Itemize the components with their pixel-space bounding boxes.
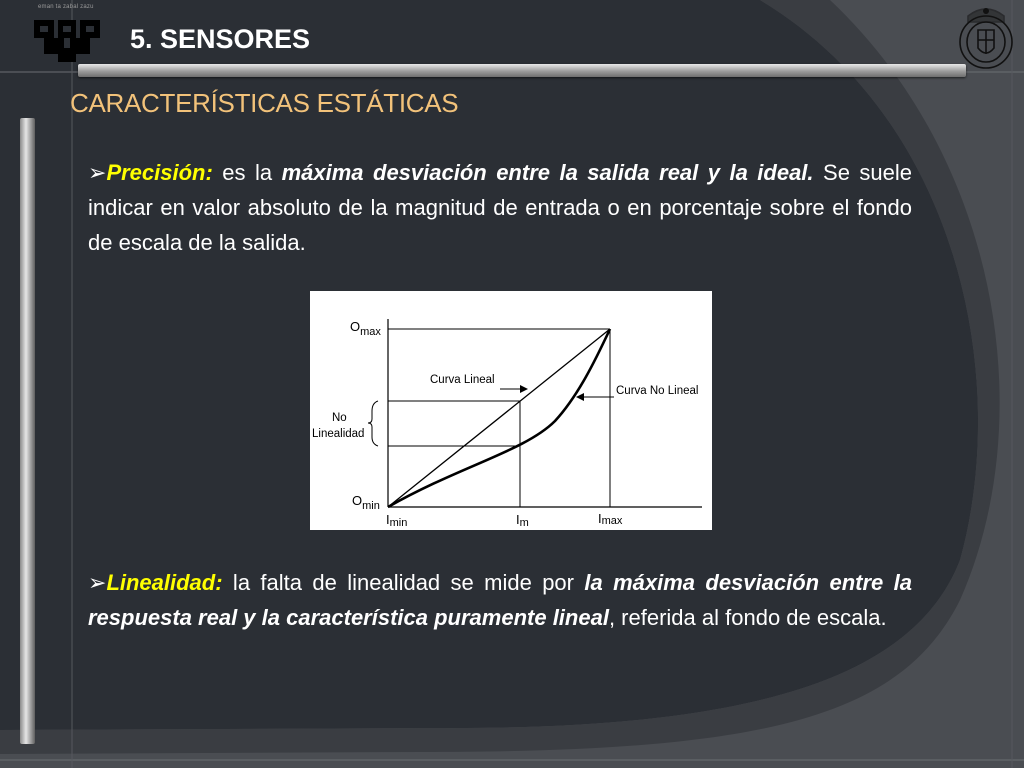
logo-caption: eman ta zabal zazu xyxy=(38,4,94,10)
linealidad-label: Linealidad xyxy=(312,428,365,440)
linealidad-emphasis: la máxima desviación entre la respuesta real y la característica puramente lineal xyxy=(88,570,912,630)
im-label: Im xyxy=(516,512,529,529)
curva-no-lineal-label: Curva No Lineal xyxy=(616,385,699,397)
linealidad-term: Linealidad: xyxy=(106,570,223,595)
arrow-bullet-icon: ➢ xyxy=(88,160,107,185)
university-logo-icon xyxy=(30,4,104,64)
precision-paragraph xyxy=(88,155,912,260)
linealidad-text-1: la falta de linealidad se mide por xyxy=(222,570,585,595)
crest-icon xyxy=(956,4,1016,70)
curva-lineal-label: Curva Lineal xyxy=(430,374,495,386)
omax-label: $O_{max}$ xyxy=(350,319,381,338)
no-label: No xyxy=(332,412,347,424)
linealidad-paragraph xyxy=(88,565,912,635)
imax-label: Imax xyxy=(598,511,623,527)
precision-text-1: es la xyxy=(212,160,282,185)
linearity-figure xyxy=(310,291,712,530)
precision-emphasis: máxima desviación entre la salida real y la ideal. xyxy=(281,160,814,185)
omin-label: $O_{min}$ xyxy=(352,493,380,512)
linealidad-text-2: , referida al fondo de escala. xyxy=(608,605,887,630)
arrow-bullet-icon: ➢ xyxy=(88,570,107,595)
side-bar-decoration xyxy=(20,118,35,744)
precision-text-2: Se suele indicar en valor absoluto de la magnitud de entrada o en porcentaje sobre el fondo de escala de la salida. xyxy=(88,160,912,255)
section-title: CARACTERÍSTICAS ESTÁTICAS xyxy=(70,88,459,118)
slide-title: 5. SENSORES xyxy=(130,24,311,54)
precision-term: Precisión: xyxy=(106,160,213,185)
header-divider xyxy=(78,64,966,77)
imin-label: Imin xyxy=(386,512,408,529)
